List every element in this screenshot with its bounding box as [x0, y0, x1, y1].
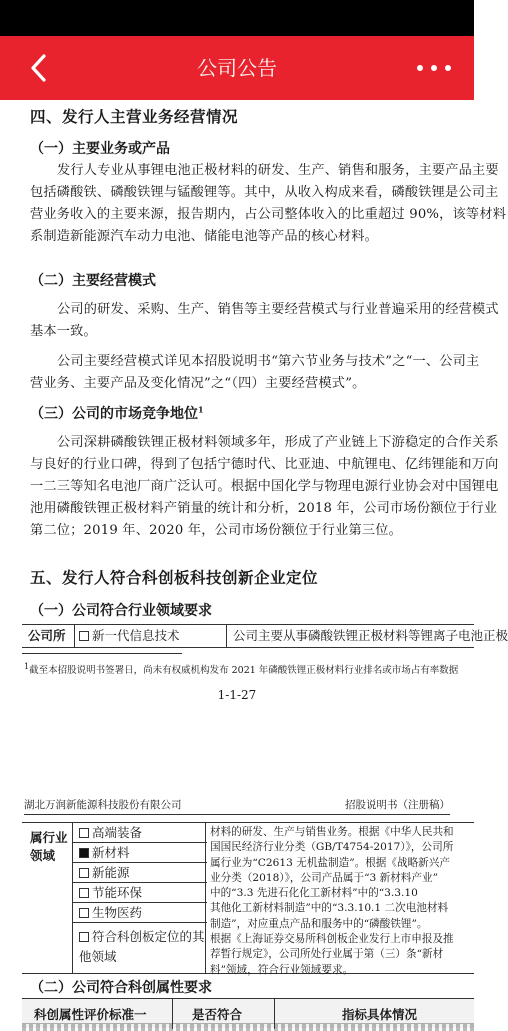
table-cell: [74, 625, 224, 647]
company-name: 湖北万润新能源科技股份有限公司: [24, 799, 182, 811]
footnote-divider: [22, 653, 182, 654]
column-header: 指标具体情况: [342, 1007, 418, 1022]
paragraph-line: 公司主要经营模式详见本招股说明书“第六节业务与技术”之“一、公司主: [57, 354, 480, 369]
description-line: 制造”，对应重点产品和服务中的“磷酸铁锂”。: [210, 917, 428, 930]
industry-table: [22, 822, 474, 974]
description-line: 材料的研发、生产与销售业务。根据《中华人民共和: [210, 826, 454, 838]
footnote-text: 截至本招股说明书签署日，尚未有权威机构发布 2021 年磷酸铁锂正极材料行业排名或市场占有率数据: [29, 665, 459, 677]
paragraph-line: 发行人专业从事锂电池正极材料的研发、生产、销售和服务，主要产品主要: [57, 163, 499, 178]
description-line: 中的“3.3 先进石化化工新材料”中的“3.3.10: [210, 887, 418, 900]
option-biomedicine: [73, 903, 207, 923]
description-line: 业分类（2018）》，公司产品属于“3 新材料产业”: [210, 871, 438, 884]
column-header: 是否符合: [192, 1007, 243, 1022]
section-4-3-paragraph: [30, 432, 499, 542]
column-header: 科创属性评价标准一: [34, 1007, 147, 1022]
paragraph-line: 池用磷酸铁锂正极材料产销量的统计和分析，2018 年，公司市场份额位于行业: [30, 501, 498, 516]
option-label: 符合科创板定位的其: [92, 929, 205, 944]
section-4-3-heading: [30, 403, 204, 423]
section-4-1-paragraph: [30, 160, 507, 248]
paragraph-line: 一二三等知名电池厂商广泛认可。根据中国化学与物理电源行业协会对中国锂电: [30, 479, 499, 494]
table-cell: 公司主要从事磷酸铁锂正极材料等锂离子电池正极: [226, 625, 474, 647]
option-label: 新一代信息技术: [92, 628, 180, 643]
description-line: 属行业为“C2613 无机盐制造”。根据《战略新兴产: [210, 856, 450, 869]
checked-checkbox-icon: [79, 848, 89, 858]
footnote-mark: 1: [24, 662, 30, 671]
option-label: 高端装备: [92, 825, 143, 840]
checkbox-icon: [79, 631, 89, 641]
description-line: 根据《上海证券交易所科创板企业发行上市申报及推: [210, 933, 454, 946]
section-4-2-paragraph-2: [30, 351, 480, 395]
page-number: 1-1-27: [217, 688, 257, 702]
paragraph-line: 营业务、主要产品及变化情况”之“（四）主要经营模式”。: [30, 376, 366, 391]
checkbox-icon: [79, 888, 89, 898]
heading-text: （三）公司的市场竞争地位: [30, 406, 198, 422]
footnote: [24, 662, 458, 676]
paragraph-line: 与良好的行业口碑，得到了包括宁德时代、比亚迪、中航锂电、亿纬锂能和万向: [30, 457, 499, 472]
header-divider: [24, 814, 450, 815]
paragraph-line: 第二位；2019 年、2020 年，公司市场份额位于行业第三位。: [30, 523, 403, 538]
section-5-heading: 五、发行人符合科创板科技创新企业定位: [30, 568, 319, 587]
option-label: 新能源: [92, 865, 130, 880]
document-name: 招股说明书（注册稿）: [345, 799, 450, 811]
document-viewer[interactable]: [0, 100, 508, 1026]
paragraph-line: 基本一致。: [30, 324, 97, 339]
page-title: 公司公告: [197, 56, 277, 80]
option-other-fields: [73, 923, 207, 973]
section-4-2-heading: （二）主要经营模式: [30, 273, 156, 289]
checkbox-icon: [79, 908, 89, 918]
paragraph-line: 包括磷酸铁、磷酸铁锂与锰酸锂等。其中，从收入构成来看，磷酸铁锂是公司主: [30, 185, 499, 200]
option-label: 新材料: [92, 845, 130, 860]
more-dots-icon[interactable]: [414, 56, 454, 80]
paragraph-line: 系制造新能源汽车动力电池、储能电池等产品的核心材料。: [30, 229, 379, 244]
option-label: 他领域: [79, 949, 117, 964]
section-4-1-heading: （一）主要业务或产品: [30, 141, 170, 157]
description-line: 荐暂行规定》，公司所处行业属于第（三）条“新材: [210, 948, 444, 961]
option-label: 节能环保: [92, 885, 143, 900]
option-new-energy: [73, 863, 207, 883]
section-5-1-heading: （一）公司符合行业领域要求: [30, 603, 212, 619]
nav-bar: [0, 36, 474, 100]
description-line: 料”领域，符合行业领域要求。: [210, 963, 354, 976]
industry-table-fragment: [22, 624, 508, 648]
table-label-cell: [22, 823, 72, 973]
label-line: 属行业: [30, 830, 68, 845]
paragraph-line: 公司深耕磷酸铁锂正极材料领域多年，形成了产业链上下游稳定的合作关系: [57, 435, 499, 450]
footnote-mark[interactable]: 1: [198, 404, 204, 415]
section-4-heading: 四、发行人主营业务经营情况: [30, 107, 239, 126]
checkbox-icon: [79, 828, 89, 838]
checkbox-icon: [79, 868, 89, 878]
attribute-table-header: [22, 998, 474, 1028]
status-bar: [0, 0, 474, 36]
description-line: 国国民经济行业分类（GB/T4754-2017）》，公司所: [210, 841, 454, 854]
table-cell: 公司所: [28, 628, 66, 643]
label-line: 领域: [30, 848, 56, 863]
industry-description: [210, 825, 474, 978]
cut-off-row: [22, 1023, 474, 1031]
option-energy-saving: [73, 883, 207, 903]
section-5-2-heading: （二）公司符合科创属性要求: [30, 980, 212, 996]
paragraph-line: 营业务收入的主要来源，报告期内，占公司整体收入的比重超过 90%，该等材料: [30, 207, 507, 222]
section-4-2-paragraph-1: [30, 299, 499, 343]
paragraph-line: 公司的研发、采购、生产、销售等主要经营模式与行业普遍采用的经营模式: [57, 302, 499, 317]
description-line: 其他化工新材料制造”中的“3.3.10.1 二次电池材料: [210, 902, 449, 915]
industry-options: [72, 823, 206, 973]
option-label: 生物医药: [92, 905, 143, 920]
option-new-materials: [73, 843, 207, 863]
option-high-end-equipment: [73, 823, 207, 843]
checkbox-icon: [79, 932, 89, 942]
